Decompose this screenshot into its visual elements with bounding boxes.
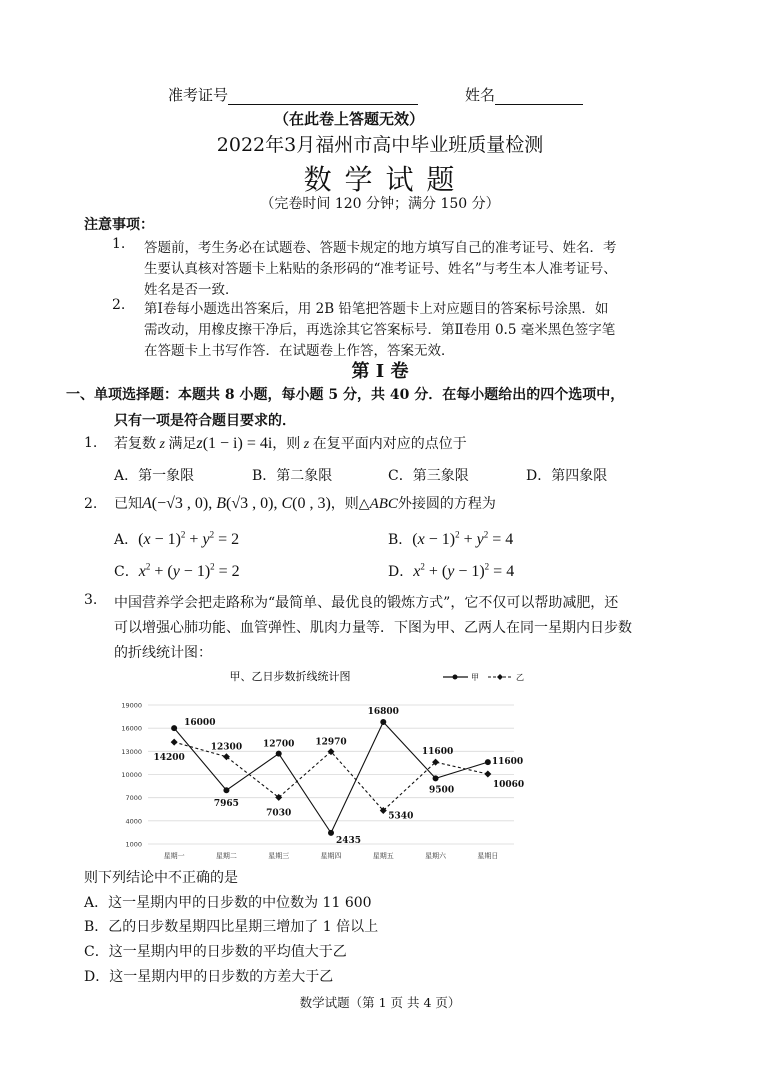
q2-text-a: 已知: [114, 496, 142, 512]
data-label: 12970: [315, 737, 347, 748]
y-tick-label: 16000: [121, 724, 142, 733]
page-footer: 数学试题（第 1 页 共 4 页）: [299, 995, 461, 1010]
part-title: 第 Ⅰ 卷: [351, 361, 409, 382]
data-point-jia: [328, 830, 334, 836]
question-3-line: 的折线统计图：: [114, 645, 212, 661]
option-c: C．$x^2 + (y - 1)^2 = 2$: [114, 561, 240, 580]
chart-legend: [443, 673, 524, 682]
x-tick-label: 星期五: [372, 852, 394, 860]
option-c: C．这一星期内甲的日步数的平均值大于乙: [84, 944, 347, 960]
option-a: A．第一象限: [114, 468, 195, 484]
name-label: 姓名: [465, 86, 496, 104]
question-2-stem: 已知A(−√3 , 0), B(√3 , 0), C(0 , 3)，则△ABC外接圆的方程为: [114, 495, 496, 512]
data-label: 12300: [210, 742, 243, 753]
data-label: 14200: [153, 753, 185, 764]
note-number: 2.: [112, 297, 126, 313]
y-tick-label: 19000: [121, 701, 142, 710]
q1-text-a: 若复数: [114, 436, 156, 452]
exam-id-blank: [228, 86, 418, 105]
note-line: 需改动，用橡皮擦干净后，再选涂其它答案标号．第Ⅱ卷用 0.5 毫米黑色签字笔: [144, 322, 616, 338]
question-number: 3.: [84, 592, 98, 608]
x-tick-label: 星期六: [425, 852, 447, 860]
q1-text-b: 满足: [168, 436, 197, 452]
data-label: 16800: [367, 706, 399, 717]
conclusion-prompt: 则下列结论中不正确的是: [84, 870, 238, 886]
note-line: 第Ⅰ卷每小题选出答案后，用 2B 铅笔把答题卡上对应题目的答案标号涂黑．如: [144, 301, 609, 317]
data-point-jia: [433, 775, 439, 781]
data-point-yi: [484, 771, 491, 778]
notes-heading: 注意事项：: [84, 217, 154, 233]
note-line: 生要认真核对答题卡上粘贴的条形码的“准考证号、姓名”与考生本人准考证号、: [144, 261, 617, 277]
note-line: 姓名是否一致．: [144, 282, 239, 298]
legend-marker-jia: [453, 675, 458, 680]
exam-id-label: 准考证号: [168, 86, 229, 104]
q2-text-b: ，则△: [330, 496, 370, 512]
q1-text-c: ，则: [272, 436, 301, 452]
option-b: B．第二象限: [252, 468, 333, 484]
chart-y-axis: [121, 702, 142, 849]
option-b: B．乙的日步数星期四比星期三增加了 1 倍以上: [84, 919, 379, 935]
question-1-stem: 若复数 z 满足z(1 − i) = 4i，则 z 在复平面内对应的点位于: [114, 435, 467, 452]
y-tick-label: 10000: [121, 771, 142, 779]
time-score: （完卷时间 120 分钟；满分 150 分）: [260, 196, 500, 212]
option-b: B．$(x - 1)^2 + y^2 = 4$: [388, 529, 514, 548]
data-label: 16000: [184, 718, 216, 729]
y-tick-label: 13000: [121, 747, 142, 756]
invalid-notice: （在此卷上答题无效）: [274, 110, 425, 128]
legend-marker-yi: [497, 674, 503, 680]
q2-text-c: 外接圆的方程为: [397, 496, 496, 512]
question-3-line: 中国营养学会把走路称为“最简单、最优良的锻炼方式”，它不仅可以帮助减肥，还: [114, 595, 619, 611]
data-point-jia: [276, 751, 282, 757]
note-line: 在答题卡上书写作答．在试题卷上作答，答案无效．: [144, 343, 455, 359]
option-c: C．第三象限: [388, 468, 469, 484]
y-tick-label: 1000: [125, 840, 142, 849]
data-label: 11600: [491, 757, 524, 768]
y-tick-label: 4000: [125, 817, 142, 826]
data-point-jia: [171, 725, 177, 731]
name-row: [465, 84, 583, 105]
data-label: 7030: [266, 808, 292, 819]
data-label: 12700: [263, 739, 295, 750]
data-label: 11600: [421, 747, 454, 758]
name-blank: [495, 86, 583, 105]
question-number: 1.: [84, 435, 98, 451]
subject-title: 数 学 试 题: [303, 163, 457, 196]
data-point-jia: [380, 719, 386, 725]
option-d: D．这一星期内甲的日步数的方差大于乙: [84, 969, 334, 985]
x-tick-label: 星期日: [477, 852, 499, 860]
data-point-jia: [485, 759, 491, 765]
question-3-line: 可以增强心肺功能、血管弹性、肌肉力量等．下图为甲、乙两人在同一星期内日步数: [114, 620, 632, 636]
step-count-line-chart: [100, 664, 530, 868]
legend-label-yi: 乙: [516, 673, 524, 682]
data-label: 5340: [388, 811, 414, 822]
y-tick-label: 7000: [125, 794, 142, 803]
x-tick-label: 星期三: [268, 852, 290, 860]
question-number: 2.: [84, 496, 98, 512]
data-label: 2435: [336, 835, 362, 846]
section-heading-line: 只有一项是符合题目要求的．: [114, 413, 296, 429]
note-number: 1.: [112, 236, 126, 252]
chart-title: 甲、乙日步数折线统计图: [229, 670, 351, 683]
q1-text-d: 在复平面内对应的点位于: [312, 436, 467, 452]
x-tick-label: 星期二: [215, 852, 237, 860]
chart-series: [171, 719, 492, 836]
option-d: D．$x^2 + (y - 1)^2 = 4$: [388, 561, 515, 580]
x-tick-label: 星期四: [320, 852, 342, 860]
chart-x-axis: [164, 851, 499, 860]
option-d: D．第四象限: [526, 468, 608, 484]
x-tick-label: 星期一: [163, 852, 185, 860]
data-label: 9500: [429, 785, 455, 796]
exam-id-row: [168, 84, 418, 105]
note-line: 答题前，考生务必在试题卷、答题卡规定的地方填写自己的准考证号、姓名．考: [144, 240, 617, 256]
data-point-jia: [223, 787, 229, 793]
option-a: A．$(x - 1)^2 + y^2 = 2$: [114, 529, 240, 548]
section-heading-line: 一、单项选择题：本题共 8 小题，每小题 5 分，共 40 分．在每小题给出的四个选项中，: [66, 387, 625, 403]
legend-label-jia: 甲: [471, 673, 479, 682]
option-a: A．这一星期内甲的日步数的中位数为 11 600: [84, 895, 372, 911]
exam-title: 2022年3月福州市高中毕业班质量检测: [216, 134, 544, 156]
data-label: 7965: [213, 799, 239, 810]
data-label: 10060: [492, 780, 525, 791]
data-point-yi: [171, 739, 178, 746]
